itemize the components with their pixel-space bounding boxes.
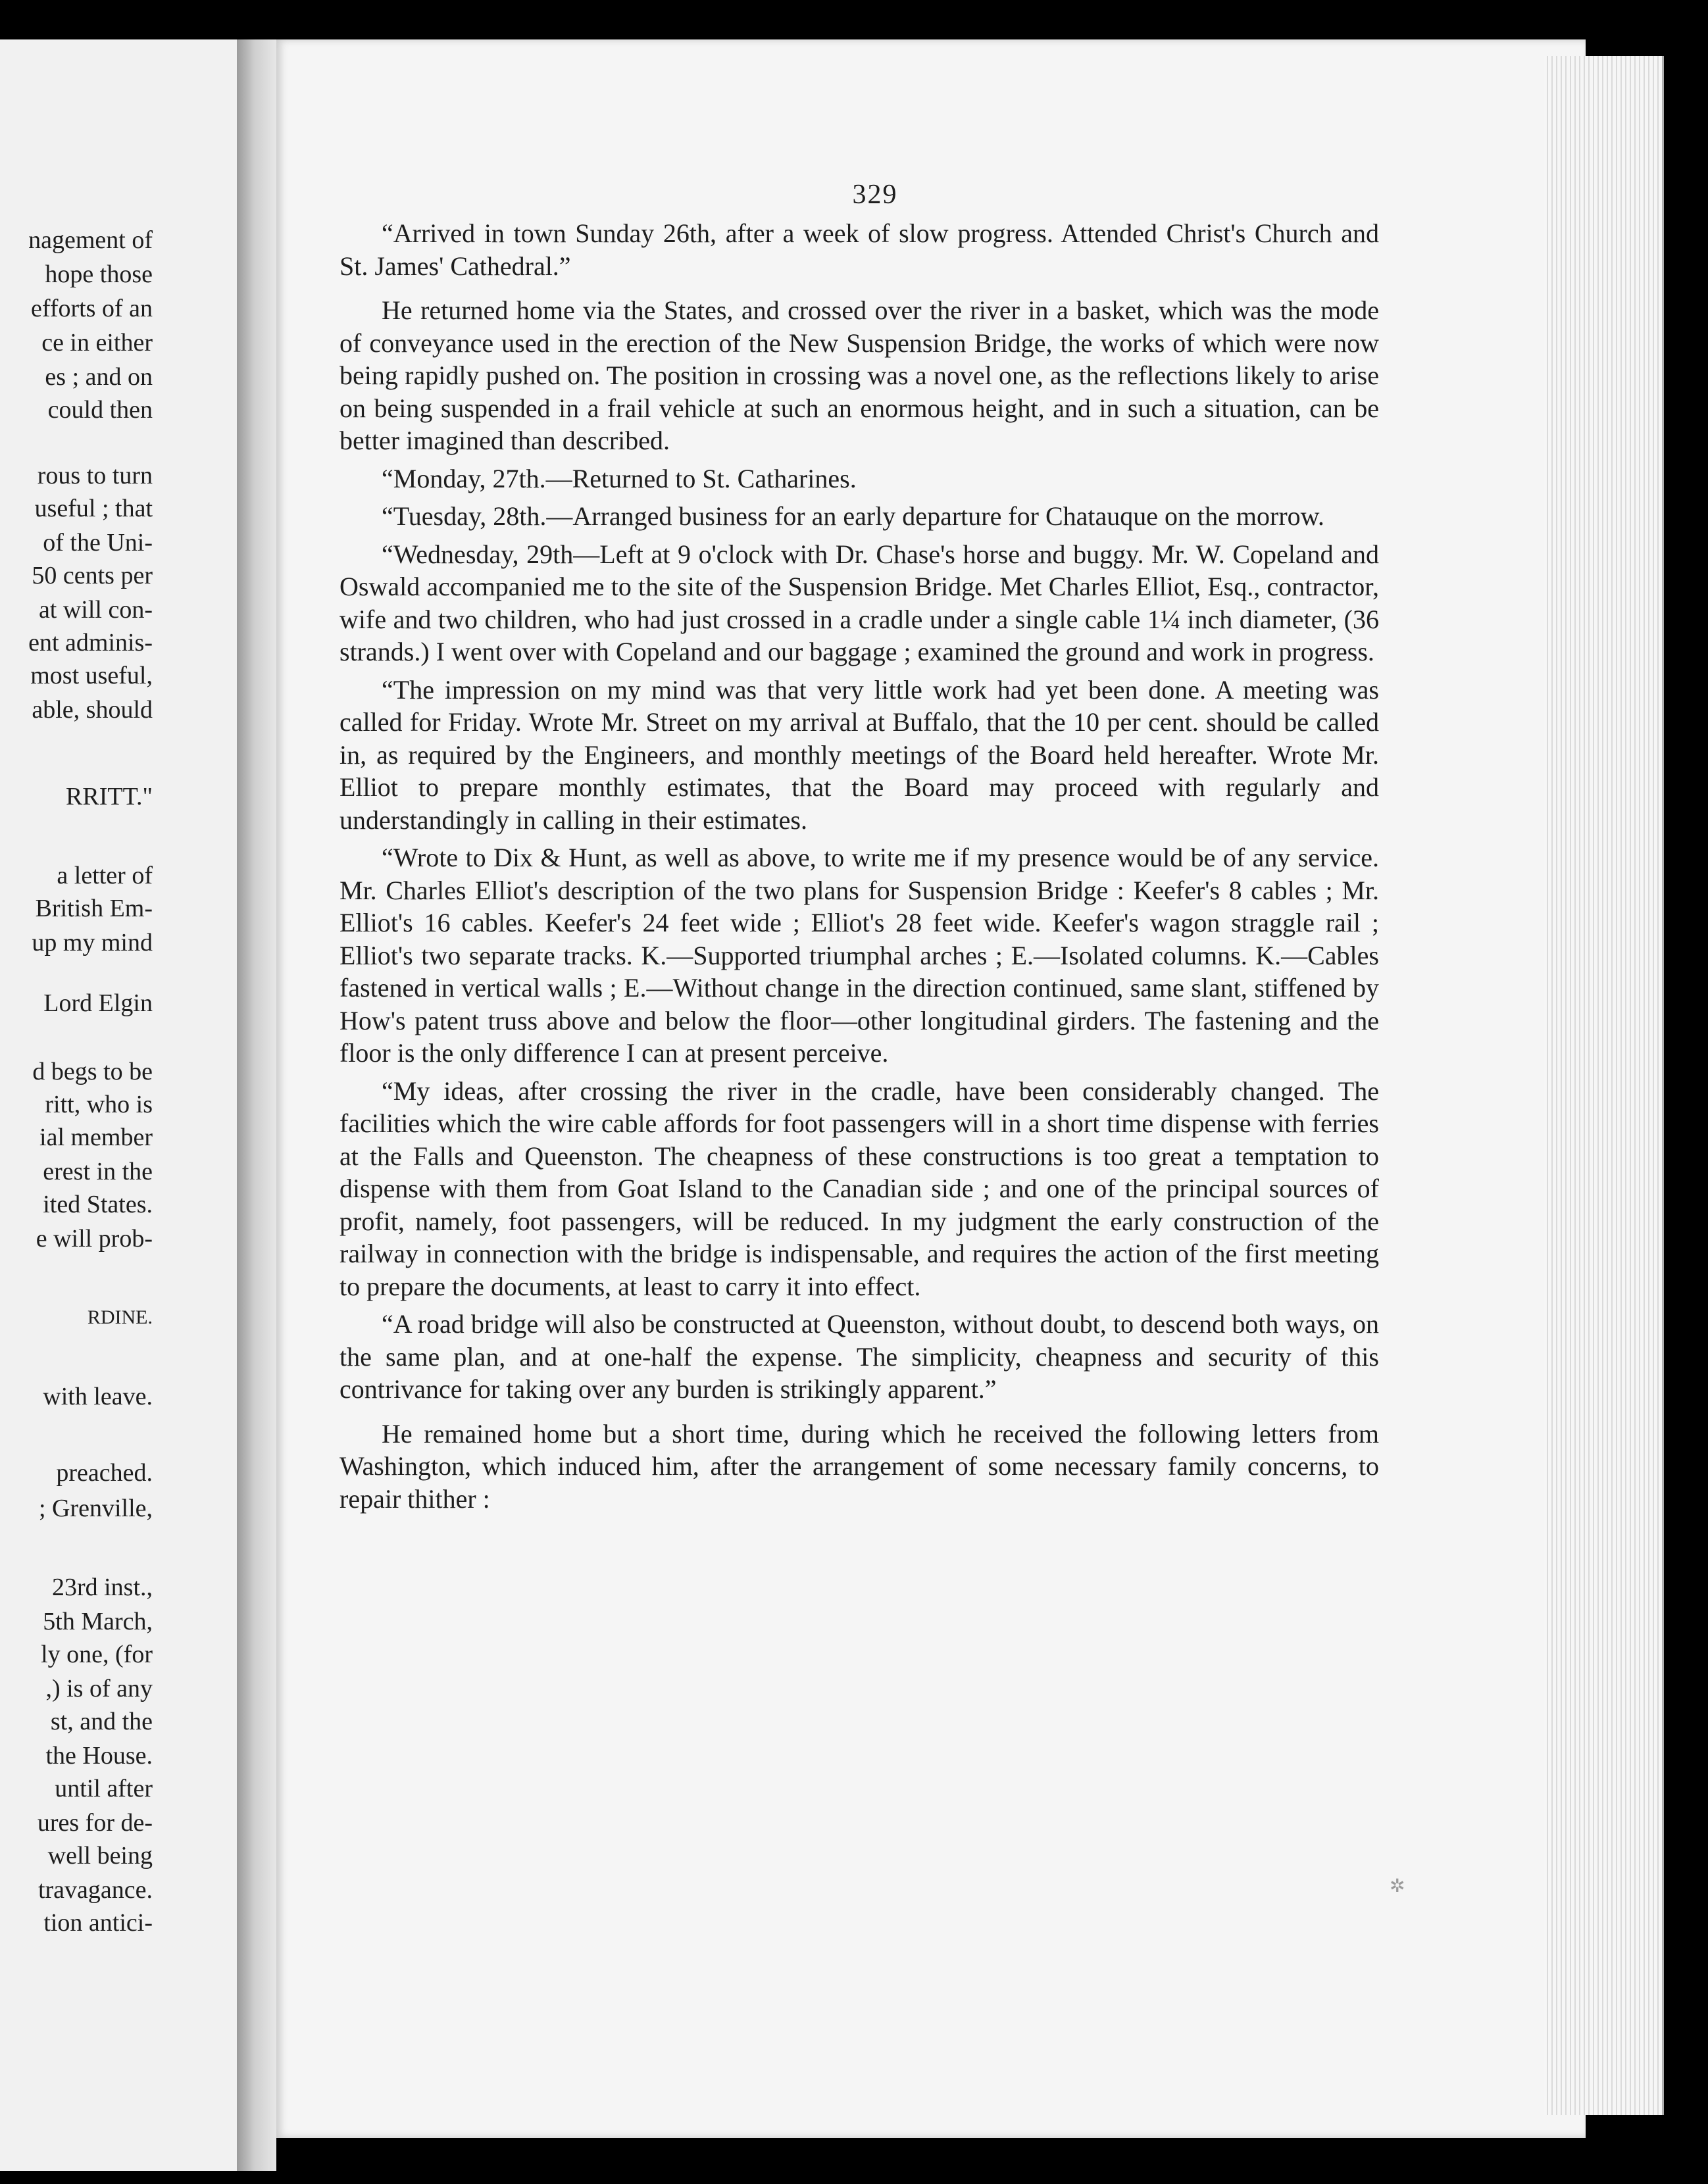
page-body	[339, 217, 1379, 1520]
left-page-text: 50 cents per	[32, 562, 153, 589]
left-page-text: the House.	[45, 1742, 153, 1770]
left-page-text: ures for de-	[37, 1809, 153, 1837]
paragraph: He returned home via the States, and crossed over the river in a basket, which was the mode of conveyance used in the erection of the New Suspension Bridge, the works of which were now being rapidly pushed on. The position in crossing was a novel one, as the reflections likely to arise on being suspended in a frail vehicle at such an enormous height, and in such a situation, can be better imagined than described.	[339, 295, 1379, 455]
ink-spot-mark: ✲	[1390, 1876, 1405, 1897]
paragraph: “A road bridge will also be constructed at Queenston, without doubt, to descend both ways, on the same plan, and at one-half the expense. The simplicity, cheapness and security of this contrivance for taking over any burden is strikingly apparent.”	[339, 1309, 1379, 1404]
left-page-text: d begs to be	[32, 1058, 153, 1085]
left-page-text: nagement of	[28, 226, 153, 254]
left-page-text: able, should	[32, 696, 153, 724]
left-page-signature: RDINE.	[87, 1306, 153, 1328]
left-page-text: ent adminis-	[28, 629, 153, 657]
paragraph: “Arrived in town Sunday 26th, after a week of slow progress. Attended Christ's Church and St. James' Cathedral.”	[339, 218, 1379, 281]
left-page-text: hope those	[45, 261, 153, 288]
paragraph: He remained home but a short time, during which he received the following letters from Washington, which induced him, after the arrangement of some necessary family concerns, to repair thither :	[339, 1418, 1379, 1514]
left-page-text: ly one, (for	[41, 1641, 153, 1668]
left-page-text: ; Grenville,	[38, 1495, 153, 1522]
paragraph: “Monday, 27th.—Returned to St. Catharines.	[382, 463, 857, 493]
left-page-text: rous to turn	[37, 462, 153, 489]
left-page-text: st, and the	[50, 1708, 153, 1735]
left-page	[0, 39, 239, 2171]
left-page-text: a letter of	[57, 862, 153, 889]
paragraph: “My ideas, after crossing the river in the cradle, have been considerably changed. The facilities which the wire cable affords for foot passengers will in a short time dispense with ferries at the Falls and Queenston. The cheapness of these constructions is too great a temptation to dispense with them from Goat Island to the Canadian side ; and one of the principal sources of profit, namely, foot passengers, will be reduced. In my judgment the early construction of the railway in connection with the bridge is indispensable, and requires the action of the first meeting to prepare the documents, at least to carry it into effect.	[339, 1076, 1379, 1301]
left-page-text: British Em-	[35, 895, 153, 922]
left-page-text: tion antici-	[43, 1909, 153, 1937]
left-page-text: with leave.	[43, 1383, 153, 1410]
left-page-text: ,) is of any	[45, 1675, 153, 1702]
left-page-text: of the Uni-	[43, 529, 153, 557]
left-page-text: ited States.	[43, 1191, 153, 1218]
left-page-text: could then	[47, 396, 153, 424]
left-page-text: ial member	[39, 1124, 153, 1151]
paragraph: “Wednesday, 29th—Left at 9 o'clock with Dr. Chase's horse and buggy. Mr. W. Copeland and Oswald accompanied me to the site of the Suspension Bridge. Met Charles Elliot, Esq., contractor, wife and two children, who had just crossed in a cradle under a single cable 1¼ inch diameter, (36 strands.) I went over with Copeland and our baggage ; examined the ground and work in progress.	[339, 539, 1379, 666]
left-page-text: at will con-	[38, 596, 153, 624]
left-page-text: useful ; that	[34, 495, 153, 522]
left-page-text: 23rd inst.,	[51, 1574, 153, 1601]
left-page-text: ritt, who is	[45, 1091, 153, 1118]
left-page-text: es ; and on	[45, 363, 153, 391]
paragraph: “The impression on my mind was that very little work had yet been done. A meeting was called for Friday. Wrote Mr. Street on my arrival at Buffalo, that the 10 per cent. should be called in, as required by the Engineers, and monthly meetings of the Board held hereafter. Wrote Mr. Elliot to prepare monthly estimates, that the Board may proceed with regularly and understandingly in calling in their estimates.	[339, 674, 1379, 835]
left-page-text: e will prob-	[36, 1225, 153, 1253]
left-page-text: most useful,	[30, 662, 153, 689]
left-page-text: up my mind	[32, 929, 153, 956]
page-edge	[1544, 56, 1664, 2115]
left-page-text: 5th March,	[43, 1608, 153, 1635]
left-page-text: until after	[55, 1775, 153, 1802]
left-page-text: well being	[47, 1842, 153, 1870]
left-page-text: erest in the	[43, 1158, 153, 1185]
paragraph: “Tuesday, 28th.—Arranged business for an early departure for Chatauque on the morrow.	[382, 501, 1324, 531]
left-page-text: ce in either	[41, 329, 153, 357]
left-page-text: Lord Elgin	[43, 989, 153, 1017]
page-number: 329	[852, 180, 898, 210]
left-page-heading: RRITT."	[66, 783, 153, 810]
left-page-text: efforts of an	[30, 295, 153, 322]
left-page-text: travagance.	[38, 1876, 153, 1904]
paragraph: “Wrote to Dix & Hunt, as well as above, to write me if my presence would be of any service. Mr. Charles Elliot's description of the two plans for Suspension Bridge : Keefer's 8 cables ; Mr. Elliot's 16 cables. Keefer's 24 feet wide ; Elliot's 28 feet wide. Keefer's wagon straggle rail ; Elliot's two separate tracks. K.—Supported triumphal arches ; E.—Isolated columns. K.—Cables fastened in vertical walls ; E.—Without change in the direction continued, same slant, stiffened by How's patent truss above and below the floor—other longitudinal girders. The fastening and the floor is the only difference I can at present perceive.	[339, 843, 1379, 1068]
book-gutter	[237, 39, 276, 2171]
left-page-text: preached.	[56, 1459, 153, 1487]
